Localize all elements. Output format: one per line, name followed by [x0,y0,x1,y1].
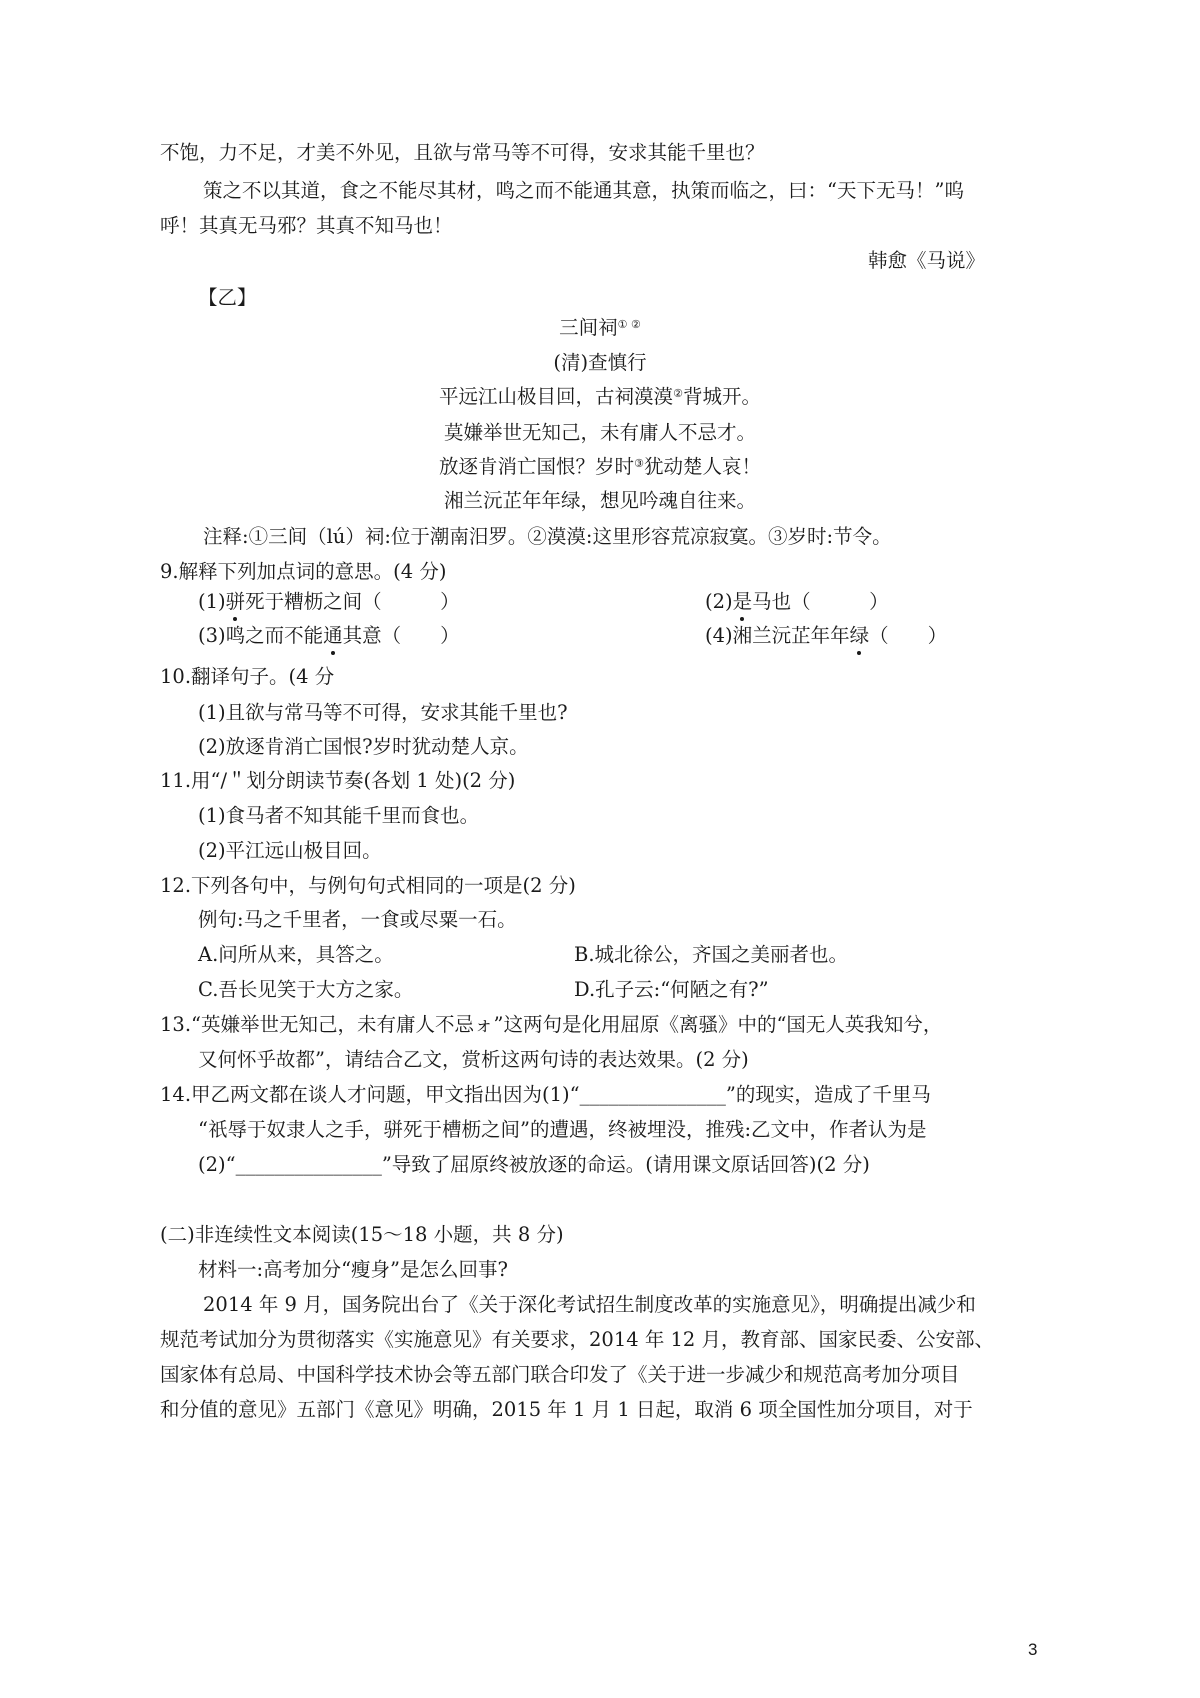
poem-verse-2: 莫嫌举世无知己，未有庸人不忌才。 [443,421,756,444]
material-1-paragraph-line-2: 规范考试加分为贯彻落实《实施意见》有关要求，2014 年 12 月，教育部、国家民委、公安部、 [160,1328,995,1351]
passage-a-source: 韩愈《马说》 [868,249,986,272]
q12-stem: 12.下列各句中，与例句句式相同的一项是(2 分) [160,874,576,897]
passage-a-line-2: 策之不以其道，食之不能尽其材，鸣之而不能通其意，执策而临之，曰：“天下无马！”呜 [203,179,964,202]
q14-line-3: (2)“_______________”导致了屈原终被放逐的命运。(请用课文原话回答)(2 分) [198,1153,870,1176]
q9-dotted-word-4: 绿 [849,624,870,647]
material-1-paragraph-line-4: 和分值的意见》五部门《意见》明确，2015 年 1 月 1 日起，取消 6 项全国性加分项目，对于 [160,1398,973,1421]
q9-dotted-word-1: 骈 [225,590,246,613]
q12-example: 例句:马之千里者，一食或尽粟一石。 [198,908,517,931]
passage-a-line-1: 不饱，力不足，才美不外见，且欲与常马等不可得，安求其能千里也？ [160,141,765,164]
q12-option-d: D.孔子云:“何陋之有?” [574,978,769,1001]
q9-dotted-word-3: 通 [323,624,343,647]
poem-notes: 注释:①三间（lú）祠:位于潮南汨罗。②漠漠:这里形容荒凉寂寞。③岁时:节令。 [203,525,892,548]
q9-item-2: (2)是马也（ ） [705,590,889,613]
q13-line-1: 13.“英嫌举世无知己，未有庸人不忌ォ”这两句是化用屈原《离骚》中的“国无人英我知兮， [160,1013,943,1036]
material-1-paragraph-line-3: 国家体有总局、中国科学技术协会等五部门联合印发了《关于进一步减少和规范高考加分项目 [160,1363,960,1386]
q9-dotted-word-2: 是 [732,590,753,613]
q9-item-3: (3)鸣之而不能通其意（ ） [198,624,460,647]
q11-stem: 11.用“/＂划分朗读节奏(各划 1 处)(2 分) [160,769,516,792]
poem-author: (清)查慎行 [553,351,647,374]
q14-line-1: 14.甲乙两文都在谈人才问题，甲文指出因为(1)“_______________”的现实，造成了千里马 [160,1083,931,1106]
q9-item-4: (4)湘兰沅芷年年绿（ ） [705,624,948,647]
poem-verse-3: 放逐肯消亡国恨？岁时③犹动楚人哀！ [439,455,761,478]
poem-title: 三间祠① ② [559,316,641,339]
passage-b-label: 【乙】 [198,286,257,309]
poem-verse-4: 湘兰沅芷年年绿，想见吟魂自往来。 [443,489,756,512]
q12-option-c: C.吾长见笑于大方之家。 [198,978,414,1001]
material-1-title: 材料一:高考加分“瘦身”是怎么回事? [198,1258,508,1281]
q9-stem: 9.解释下列加点词的意思。(4 分) [160,560,447,583]
q12-option-a: A.问所从来，具答之。 [198,943,394,966]
q12-option-b: B.城北徐公，齐国之美丽者也。 [574,943,849,966]
q13-line-2: 又何怀乎故都”，请结合乙文，赏析这两句诗的表达效果。(2 分) [198,1048,749,1071]
passage-a-line-3: 呼！其真无马邪？其真不知马也！ [160,214,453,237]
q10-sentence-1: (1)且欲与常马等不可得，安求其能千里也? [198,701,568,724]
q9-item-1: (1)骈死于糟枥之间（ ） [198,590,460,613]
section-2-heading: (二)非连续性文本阅读(15～18 小题，共 8 分) [160,1223,564,1246]
q10-stem: 10.翻译句子。(4 分 [160,665,335,688]
q11-sentence-2: (2)平江远山极目回。 [198,839,382,862]
verse-3-note-mark: ③ [634,457,644,470]
material-1-paragraph-line-1: 2014 年 9 月，国务院出台了《关于深化考试招生制度改革的实施意见》，明确提出减少和 [203,1293,976,1316]
poem-title-note-marks: ① ② [617,318,641,331]
q11-sentence-1: (1)食马者不知其能千里而食也。 [198,804,480,827]
q10-sentence-2: (2)放逐肯消亡国恨?岁时犹动楚人京。 [198,735,529,758]
verse-1-note-mark: ② [673,387,683,400]
poem-verse-1: 平远江山极目回，古祠漠漠②背城开。 [439,385,761,408]
page-number: 3 [1028,1640,1038,1659]
q14-line-2: “祇辱于奴隶人之手，骈死于槽枥之间”的遭遇，终被埋没，推残:乙文中，作者认为是 [198,1118,927,1141]
